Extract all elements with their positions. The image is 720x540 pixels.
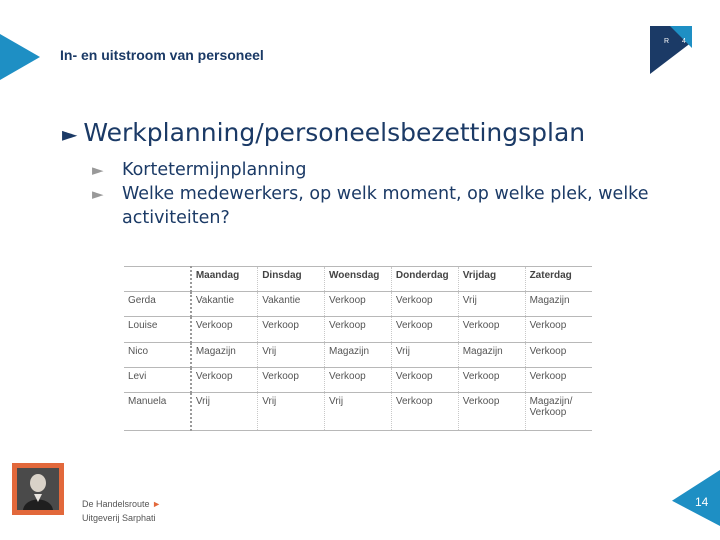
column-header: Donderdag xyxy=(391,267,458,292)
table-row xyxy=(124,292,592,317)
table-cell: Verkoop xyxy=(525,367,592,392)
publisher-line-2: Uitgeverij Sarphati xyxy=(82,513,156,523)
table-cell: Vakantie xyxy=(258,292,325,317)
schedule-table xyxy=(124,266,592,431)
logo-letter-r: R xyxy=(664,38,670,45)
table-cell: Louise xyxy=(124,317,191,342)
logo-letter-4: 4 xyxy=(682,38,686,45)
table-cell: Magazijn/ Verkoop xyxy=(525,393,592,431)
table-row xyxy=(124,317,592,342)
column-header: Vrijdag xyxy=(458,267,525,292)
table-cell: Vrij xyxy=(191,393,258,431)
table-cell: Verkoop xyxy=(391,317,458,342)
table-cell: Magazijn xyxy=(458,342,525,367)
header-title: In- en uitstroom van personeel xyxy=(60,47,264,63)
table-cell: Nico xyxy=(124,342,191,367)
portrait-icon xyxy=(17,468,59,510)
table-cell: Vrij xyxy=(391,342,458,367)
bullet-list xyxy=(92,158,692,230)
table-cell: Verkoop xyxy=(325,292,392,317)
table-cell: Gerda xyxy=(124,292,191,317)
bullet-text: Welke medewerkers, op welk moment, op welke plek, welke activiteiten? xyxy=(122,184,649,228)
table-cell: Verkoop xyxy=(258,317,325,342)
table-cell: Verkoop xyxy=(525,317,592,342)
table-row xyxy=(124,393,592,431)
table-cell: Verkoop xyxy=(391,367,458,392)
publisher-text xyxy=(82,497,161,525)
table-cell: Manuela xyxy=(124,393,191,431)
table-cell: Verkoop xyxy=(458,367,525,392)
table-cell: Verkoop xyxy=(325,367,392,392)
publisher-arrow-icon: ► xyxy=(152,499,161,509)
table-cell: Levi xyxy=(124,367,191,392)
table-row xyxy=(124,367,592,392)
column-header: Maandag xyxy=(191,267,258,292)
decorative-triangle-left xyxy=(0,34,40,80)
table-cell: Magazijn xyxy=(325,342,392,367)
table-cell: Vakantie xyxy=(191,292,258,317)
bullet-arrow-icon: ► xyxy=(92,161,104,179)
bullet-item xyxy=(92,182,692,230)
slide-heading xyxy=(62,118,585,147)
publisher-line-1: De Handelsroute xyxy=(82,499,150,509)
page-number: 14 xyxy=(695,495,709,509)
table-cell: Vrij xyxy=(325,393,392,431)
table-cell: Vrij xyxy=(458,292,525,317)
table-cell: Verkoop xyxy=(325,317,392,342)
table-cell: Verkoop xyxy=(391,292,458,317)
publisher-portrait-frame xyxy=(12,463,64,515)
table-cell: Verkoop xyxy=(458,317,525,342)
heading-text: Werkplanning/personeelsbezettingsplan xyxy=(83,118,586,147)
brand-logo-icon xyxy=(646,22,696,76)
table-cell: Vrij xyxy=(258,342,325,367)
table-cell: Verkoop xyxy=(191,317,258,342)
column-header: Zaterdag xyxy=(525,267,592,292)
table-cell: Magazijn xyxy=(525,292,592,317)
table-cell: Verkoop xyxy=(458,393,525,431)
table-cell: Verkoop xyxy=(391,393,458,431)
table-cell: Verkoop xyxy=(258,367,325,392)
table-cell: Magazijn xyxy=(191,342,258,367)
table-row xyxy=(124,342,592,367)
column-header: Dinsdag xyxy=(258,267,325,292)
table-header-row xyxy=(124,267,592,292)
column-header: Woensdag xyxy=(325,267,392,292)
bullet-arrow-icon: ► xyxy=(92,185,104,203)
column-header xyxy=(124,267,191,292)
bullet-item xyxy=(92,158,692,182)
table-cell: Vrij xyxy=(258,393,325,431)
table-cell: Verkoop xyxy=(525,342,592,367)
bullet-text: Kortetermijnplanning xyxy=(122,160,307,180)
table-cell: Verkoop xyxy=(191,367,258,392)
heading-arrow-icon: ► xyxy=(62,122,78,146)
